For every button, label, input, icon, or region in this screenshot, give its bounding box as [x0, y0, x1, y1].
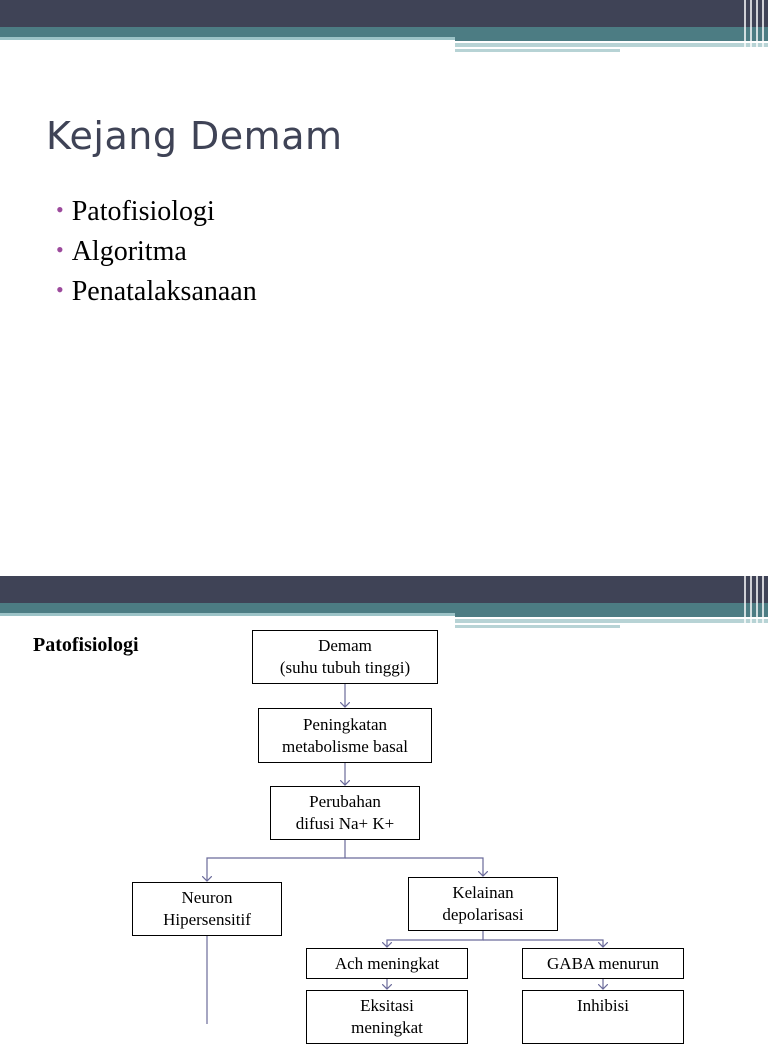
- section-label: Patofisiologi: [33, 634, 139, 656]
- header-stripes: [744, 0, 768, 52]
- header-bar-accent-light: [455, 43, 768, 47]
- slide-2: [0, 576, 768, 1037]
- arrow-difusi-depolarisasi: [345, 858, 483, 876]
- arrow-depolarisasi-ach: [387, 931, 483, 947]
- bullet-list: [56, 192, 257, 312]
- node-inhibisi: Inhibisi: [522, 990, 684, 1044]
- header-bar-accent-short: [455, 49, 620, 52]
- node-neuron: Neuron Hipersensitif: [132, 882, 282, 936]
- bullet-item: • Penatalaksanaan: [56, 276, 257, 307]
- node-gaba: GABA menurun: [522, 948, 684, 979]
- header-bar-light: [0, 37, 455, 40]
- header-bar-dark: [0, 0, 768, 27]
- bullet-item: • Patofisiologi: [56, 196, 215, 227]
- arrow-depolarisasi-gaba: [483, 940, 603, 947]
- node-eksitasi: Eksitasi meningkat: [306, 990, 468, 1044]
- node-difusi: Perubahan difusi Na+ K+: [270, 786, 420, 840]
- node-ach: Ach meningkat: [306, 948, 468, 979]
- header-bar-teal: [0, 27, 768, 37]
- bullet-dot-icon: •: [56, 237, 64, 262]
- arrow-difusi-neuron: [207, 840, 345, 881]
- bullet-item: • Algoritma: [56, 236, 187, 267]
- node-depolarisasi: Kelainan depolarisasi: [408, 877, 558, 931]
- bullet-dot-icon: •: [56, 277, 64, 302]
- node-demam: Demam (suhu tubuh tinggi): [252, 630, 438, 684]
- node-metabolisme: Peningkatan metabolisme basal: [258, 708, 432, 763]
- slide-title: Kejang Demam: [46, 114, 343, 158]
- bullet-dot-icon: •: [56, 197, 64, 222]
- header-bar-accent: [455, 37, 768, 41]
